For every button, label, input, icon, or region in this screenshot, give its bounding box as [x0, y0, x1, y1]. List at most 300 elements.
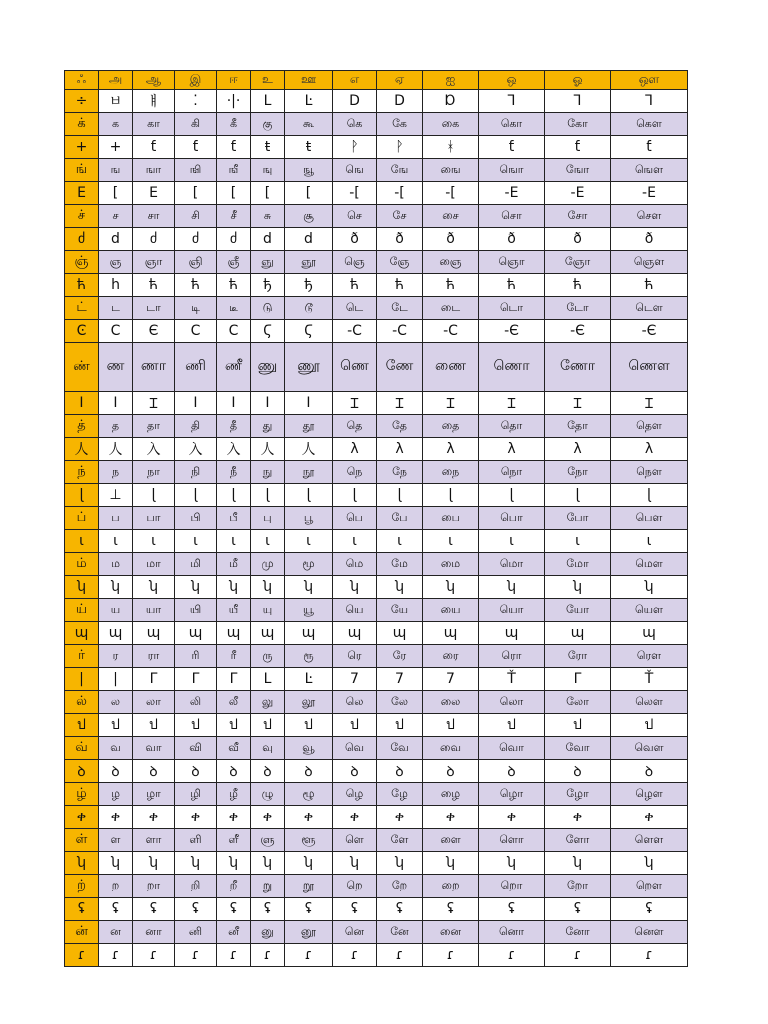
row-label-cell: ப்	[65, 507, 99, 530]
glyph-cell: யை	[423, 599, 479, 622]
glyph-cell: ㅒ	[133, 90, 175, 113]
glyph-cell: ɾ	[479, 944, 545, 967]
glyph-cell: -[	[423, 182, 479, 205]
glyph-cell: ɰ	[285, 622, 333, 645]
glyph-cell: த	[99, 415, 133, 438]
glyph-cell: நு	[251, 461, 285, 484]
glyph-cell: ழூ	[285, 783, 333, 806]
table-row	[65, 645, 688, 668]
glyph-cell: தௌ	[611, 415, 688, 438]
glyph-cell: [	[175, 182, 217, 205]
row-label-cell: ய்	[65, 599, 99, 622]
glyph-cell: லா	[133, 691, 175, 714]
glyph-cell: ஞே	[377, 251, 423, 274]
glyph-cell: கூ	[285, 113, 333, 136]
glyph-cell: நோ	[545, 461, 611, 484]
table-row	[65, 714, 688, 737]
table-row	[65, 622, 688, 645]
glyph-cell: ளூ	[285, 829, 333, 852]
glyph-cell: E	[133, 182, 175, 205]
glyph-cell: ป	[133, 714, 175, 737]
row-label-cell: ம்	[65, 553, 99, 576]
glyph-cell: [	[285, 182, 333, 205]
table-row	[65, 737, 688, 760]
glyph-cell: ட	[99, 297, 133, 320]
glyph-cell: தீ	[217, 415, 251, 438]
glyph-cell: ћ	[611, 274, 688, 297]
row-label-cell: ʮ	[65, 852, 99, 875]
glyph-cell: ɩ	[217, 530, 251, 553]
table-row	[65, 461, 688, 484]
glyph-cell: ƭ	[133, 136, 175, 159]
glyph-cell: -[	[333, 182, 377, 205]
glyph-cell: அ	[99, 71, 133, 90]
row-label-cell: Ͼ	[65, 320, 99, 343]
glyph-cell: Γ	[175, 668, 217, 691]
glyph-cell: னெ	[333, 921, 377, 944]
glyph-cell: தெ	[333, 415, 377, 438]
row-label-cell: ɭ	[65, 484, 99, 507]
glyph-cell: ป	[99, 714, 133, 737]
glyph-cell: ழொ	[479, 783, 545, 806]
glyph-cell: ɭ	[133, 484, 175, 507]
glyph-cell: 人	[285, 438, 333, 461]
glyph-cell: Ϛ	[251, 320, 285, 343]
glyph-cell: ɭ	[377, 484, 423, 507]
glyph-cell: ஙை	[423, 159, 479, 182]
table-row	[65, 944, 688, 967]
glyph-cell: வி	[175, 737, 217, 760]
table-row	[65, 484, 688, 507]
row-label-cell: |	[65, 668, 99, 691]
glyph-cell: ள	[99, 829, 133, 852]
glyph-cell: மை	[423, 553, 479, 576]
glyph-cell: ɩ	[133, 530, 175, 553]
glyph-cell: சௌ	[611, 205, 688, 228]
table-row	[65, 274, 688, 297]
glyph-cell: ㅂ	[99, 90, 133, 113]
glyph-cell: d	[99, 228, 133, 251]
glyph-cell: ƭ	[479, 136, 545, 159]
glyph-cell: யி	[175, 599, 217, 622]
glyph-cell: Ɪ	[333, 392, 377, 415]
glyph-cell: எ	[333, 71, 377, 90]
glyph-cell: ɾ	[545, 944, 611, 967]
glyph-cell: னௌ	[611, 921, 688, 944]
glyph-cell: ป	[251, 714, 285, 737]
glyph-cell: றீ	[217, 875, 251, 898]
row-label-cell: ɾ	[65, 944, 99, 967]
glyph-cell: ணு	[251, 343, 285, 392]
table-row	[65, 438, 688, 461]
table-row	[65, 251, 688, 274]
glyph-cell: ங	[99, 159, 133, 182]
glyph-cell: ป	[423, 714, 479, 737]
glyph-cell: தூ	[285, 415, 333, 438]
glyph-cell: Ꞁ	[611, 90, 688, 113]
glyph-cell: ɭ	[423, 484, 479, 507]
glyph-cell: ꝺ	[175, 760, 217, 783]
glyph-cell: கை	[423, 113, 479, 136]
glyph-cell: ቀ	[423, 806, 479, 829]
glyph-cell: ꝺ	[333, 760, 377, 783]
glyph-cell: சா	[133, 205, 175, 228]
glyph-cell: ண	[99, 343, 133, 392]
glyph-cell: D	[333, 90, 377, 113]
glyph-cell: ·|·	[217, 90, 251, 113]
glyph-cell: டூ	[285, 297, 333, 320]
glyph-cell: ⁚	[175, 90, 217, 113]
glyph-cell: Ɪ	[479, 392, 545, 415]
glyph-cell: ƭ	[545, 136, 611, 159]
glyph-cell: பெ	[333, 507, 377, 530]
table-row	[65, 415, 688, 438]
glyph-cell: ɰ	[611, 622, 688, 645]
glyph-cell: மெ	[333, 553, 377, 576]
glyph-cell: ћ	[133, 274, 175, 297]
glyph-cell: ர	[99, 645, 133, 668]
glyph-cell: பௌ	[611, 507, 688, 530]
glyph-cell: Ŀ	[285, 668, 333, 691]
glyph-cell: ஙூ	[285, 159, 333, 182]
glyph-cell: லை	[423, 691, 479, 714]
glyph-cell: ரை	[423, 645, 479, 668]
glyph-cell: செ	[333, 205, 377, 228]
glyph-cell: யா	[133, 599, 175, 622]
glyph-cell: ʮ	[285, 576, 333, 599]
row-label-cell: க்	[65, 113, 99, 136]
glyph-cell: 入	[133, 438, 175, 461]
glyph-cell: Ꞁ	[479, 90, 545, 113]
glyph-cell: ɩ	[175, 530, 217, 553]
glyph-cell: ቀ	[545, 806, 611, 829]
glyph-cell: ʮ	[333, 852, 377, 875]
glyph-cell: ɩ	[611, 530, 688, 553]
table-row	[65, 852, 688, 875]
glyph-cell: ரா	[133, 645, 175, 668]
glyph-cell: லு	[251, 691, 285, 714]
glyph-cell: டௌ	[611, 297, 688, 320]
glyph-cell: Ϛ	[285, 320, 333, 343]
glyph-cell: நெ	[333, 461, 377, 484]
row-label-cell: ந்	[65, 461, 99, 484]
glyph-cell: னை	[423, 921, 479, 944]
glyph-cell: ஙௌ	[611, 159, 688, 182]
glyph-cell: ஓ	[545, 71, 611, 90]
glyph-cell: டீ	[217, 297, 251, 320]
glyph-cell: ป	[377, 714, 423, 737]
glyph-cell: ŧ	[251, 136, 285, 159]
glyph-cell: λ	[377, 438, 423, 461]
row-label-cell: ɩ	[65, 530, 99, 553]
glyph-cell: ђ	[285, 274, 333, 297]
glyph-cell: ɰ	[479, 622, 545, 645]
glyph-cell: நொ	[479, 461, 545, 484]
glyph-cell: ⊥	[99, 484, 133, 507]
glyph-cell: ꝺ	[285, 760, 333, 783]
glyph-cell: ɩ	[479, 530, 545, 553]
glyph-cell: யொ	[479, 599, 545, 622]
glyph-cell: ஐ	[423, 71, 479, 90]
glyph-cell: 入	[217, 438, 251, 461]
table-row	[65, 205, 688, 228]
glyph-cell: இ	[175, 71, 217, 90]
glyph-cell: வை	[423, 737, 479, 760]
glyph-cell: ɰ	[251, 622, 285, 645]
glyph-cell: தே	[377, 415, 423, 438]
glyph-cell: ቀ	[377, 806, 423, 829]
glyph-cell: கீ	[217, 113, 251, 136]
glyph-cell: றோ	[545, 875, 611, 898]
glyph-cell: நீ	[217, 461, 251, 484]
glyph-cell: ћ	[479, 274, 545, 297]
glyph-cell: ழ	[99, 783, 133, 806]
glyph-cell: வெ	[333, 737, 377, 760]
glyph-cell: ђ	[251, 274, 285, 297]
table-row	[65, 760, 688, 783]
glyph-cell: மோ	[545, 553, 611, 576]
row-label-cell: ป	[65, 714, 99, 737]
glyph-cell: றௌ	[611, 875, 688, 898]
glyph-cell: ழெ	[333, 783, 377, 806]
glyph-cell: ஙி	[175, 159, 217, 182]
glyph-cell: ரெ	[333, 645, 377, 668]
glyph-cell: C	[99, 320, 133, 343]
glyph-cell: னி	[175, 921, 217, 944]
glyph-cell: ʮ	[423, 852, 479, 875]
glyph-cell: ɭ	[285, 484, 333, 507]
glyph-cell: ஏ	[377, 71, 423, 90]
table-row	[65, 182, 688, 205]
table-row	[65, 228, 688, 251]
glyph-cell: தொ	[479, 415, 545, 438]
table-row	[65, 553, 688, 576]
glyph-cell: டே	[377, 297, 423, 320]
glyph-cell: ᚼ	[423, 136, 479, 159]
glyph-cell: வே	[377, 737, 423, 760]
glyph-cell: வொ	[479, 737, 545, 760]
glyph-cell: ரீ	[217, 645, 251, 668]
glyph-cell: க	[99, 113, 133, 136]
glyph-cell: I	[175, 392, 217, 415]
glyph-cell: ʢ	[99, 898, 133, 921]
row-label-cell: ÷	[65, 90, 99, 113]
glyph-cell: [	[99, 182, 133, 205]
row-label-cell: ச்	[65, 205, 99, 228]
glyph-cell: ரௌ	[611, 645, 688, 668]
glyph-cell: சோ	[545, 205, 611, 228]
row-label-cell: ல்	[65, 691, 99, 714]
glyph-cell: ʢ	[285, 898, 333, 921]
glyph-cell: D	[377, 90, 423, 113]
glyph-cell: ɩ	[377, 530, 423, 553]
glyph-cell: ஞொ	[479, 251, 545, 274]
glyph-cell: நா	[133, 461, 175, 484]
glyph-cell: ழு	[251, 783, 285, 806]
row-label-cell: த்	[65, 415, 99, 438]
glyph-cell: ɰ	[217, 622, 251, 645]
glyph-cell: மூ	[285, 553, 333, 576]
glyph-cell: ஞா	[133, 251, 175, 274]
glyph-cell: ழோ	[545, 783, 611, 806]
glyph-cell: ቀ	[133, 806, 175, 829]
glyph-cell: றி	[175, 875, 217, 898]
glyph-cell: ʮ	[545, 852, 611, 875]
glyph-cell: ɩ	[545, 530, 611, 553]
glyph-cell: ɩ	[333, 530, 377, 553]
row-label-cell: +	[65, 136, 99, 159]
row-label-cell: ɰ	[65, 622, 99, 645]
row-label-cell: Ι	[65, 392, 99, 415]
glyph-cell: பா	[133, 507, 175, 530]
glyph-cell: Ꞁ	[545, 90, 611, 113]
glyph-cell: யோ	[545, 599, 611, 622]
glyph-cell: கோ	[545, 113, 611, 136]
glyph-cell: ʢ	[611, 898, 688, 921]
glyph-cell: d	[285, 228, 333, 251]
glyph-cell: ᚹ	[333, 136, 377, 159]
glyph-cell: ஒ	[479, 71, 545, 90]
glyph-cell: கே	[377, 113, 423, 136]
glyph-cell: னீ	[217, 921, 251, 944]
glyph-cell: ɰ	[333, 622, 377, 645]
glyph-cell: கா	[133, 113, 175, 136]
glyph-cell: [	[217, 182, 251, 205]
glyph-cell: தை	[423, 415, 479, 438]
glyph-cell: I	[251, 392, 285, 415]
glyph-cell: யௌ	[611, 599, 688, 622]
glyph-cell: ʢ	[217, 898, 251, 921]
glyph-cell: றா	[133, 875, 175, 898]
glyph-cell: ɾ	[175, 944, 217, 967]
glyph-cell: ቀ	[479, 806, 545, 829]
glyph-cell: வா	[133, 737, 175, 760]
glyph-cell: 7	[333, 668, 377, 691]
glyph-cell: கு	[251, 113, 285, 136]
glyph-cell: ป	[175, 714, 217, 737]
glyph-cell: ய	[99, 599, 133, 622]
row-label-cell: ஃ	[65, 71, 99, 90]
glyph-cell: ћ	[217, 274, 251, 297]
glyph-cell: 7	[377, 668, 423, 691]
table-row	[65, 343, 688, 392]
glyph-cell: ቀ	[99, 806, 133, 829]
glyph-cell: -C	[377, 320, 423, 343]
glyph-cell: λ	[611, 438, 688, 461]
glyph-cell: மௌ	[611, 553, 688, 576]
glyph-cell: ป	[285, 714, 333, 737]
glyph-cell: நூ	[285, 461, 333, 484]
glyph-cell: ஞூ	[285, 251, 333, 274]
glyph-cell: லே	[377, 691, 423, 714]
table-row	[65, 898, 688, 921]
table-row	[65, 392, 688, 415]
glyph-cell: வு	[251, 737, 285, 760]
glyph-cell: ழீ	[217, 783, 251, 806]
glyph-cell: தி	[175, 415, 217, 438]
glyph-cell: ஈ	[217, 71, 251, 90]
row-label-cell: ஞ்	[65, 251, 99, 274]
glyph-cell: ɰ	[99, 622, 133, 645]
glyph-cell: |	[99, 668, 133, 691]
glyph-cell: ஙீ	[217, 159, 251, 182]
glyph-cell: ஆ	[133, 71, 175, 90]
glyph-cell: கெ	[333, 113, 377, 136]
glyph-cell: Є	[133, 320, 175, 343]
glyph-cell: ป	[479, 714, 545, 737]
glyph-cell: λ	[333, 438, 377, 461]
row-label-cell: ர்	[65, 645, 99, 668]
table-row	[65, 783, 688, 806]
glyph-cell: ஞோ	[545, 251, 611, 274]
table-row	[65, 530, 688, 553]
glyph-cell: வோ	[545, 737, 611, 760]
glyph-cell: ʮ	[99, 576, 133, 599]
glyph-cell: ஙே	[377, 159, 423, 182]
glyph-cell: பை	[423, 507, 479, 530]
glyph-cell: நி	[175, 461, 217, 484]
glyph-cell: ป	[611, 714, 688, 737]
glyph-cell: ћ	[333, 274, 377, 297]
glyph-cell: ணா	[133, 343, 175, 392]
glyph-cell: ɾ	[423, 944, 479, 967]
glyph-cell: λ	[545, 438, 611, 461]
row-label-cell: E	[65, 182, 99, 205]
table-row	[65, 576, 688, 599]
glyph-cell: [	[251, 182, 285, 205]
glyph-cell: னா	[133, 921, 175, 944]
glyph-cell: Ť	[611, 668, 688, 691]
row-label-cell: ʢ	[65, 898, 99, 921]
glyph-cell: ஙா	[133, 159, 175, 182]
glyph-cell: ந	[99, 461, 133, 484]
glyph-cell: ʢ	[251, 898, 285, 921]
glyph-cell: ஞௌ	[611, 251, 688, 274]
glyph-cell: ɾ	[333, 944, 377, 967]
glyph-cell: ɾ	[611, 944, 688, 967]
glyph-cell: தா	[133, 415, 175, 438]
glyph-cell: றை	[423, 875, 479, 898]
glyph-cell: னு	[251, 921, 285, 944]
glyph-cell: ளு	[251, 829, 285, 852]
glyph-cell: ɰ	[545, 622, 611, 645]
glyph-cell: டோ	[545, 297, 611, 320]
glyph-cell: பி	[175, 507, 217, 530]
glyph-cell: ʢ	[333, 898, 377, 921]
glyph-cell: ளௌ	[611, 829, 688, 852]
header-row	[65, 71, 688, 90]
glyph-cell: ћ	[175, 274, 217, 297]
glyph-cell: றெ	[333, 875, 377, 898]
glyph-cell: C	[217, 320, 251, 343]
glyph-cell: ʢ	[423, 898, 479, 921]
glyph-cell: ளொ	[479, 829, 545, 852]
table-row	[65, 875, 688, 898]
glyph-cell: -Є	[479, 320, 545, 343]
glyph-cell: -E	[479, 182, 545, 205]
glyph-cell: மீ	[217, 553, 251, 576]
glyph-cell: லூ	[285, 691, 333, 714]
glyph-cell: ɩ	[423, 530, 479, 553]
row-label-cell: 人	[65, 438, 99, 461]
glyph-cell: ஞு	[251, 251, 285, 274]
glyph-cell: மா	[133, 553, 175, 576]
glyph-cell: ணீ	[217, 343, 251, 392]
glyph-cell: Γ	[133, 668, 175, 691]
glyph-cell: ꝺ	[611, 760, 688, 783]
glyph-cell: ழே	[377, 783, 423, 806]
glyph-cell: ஞ	[99, 251, 133, 274]
